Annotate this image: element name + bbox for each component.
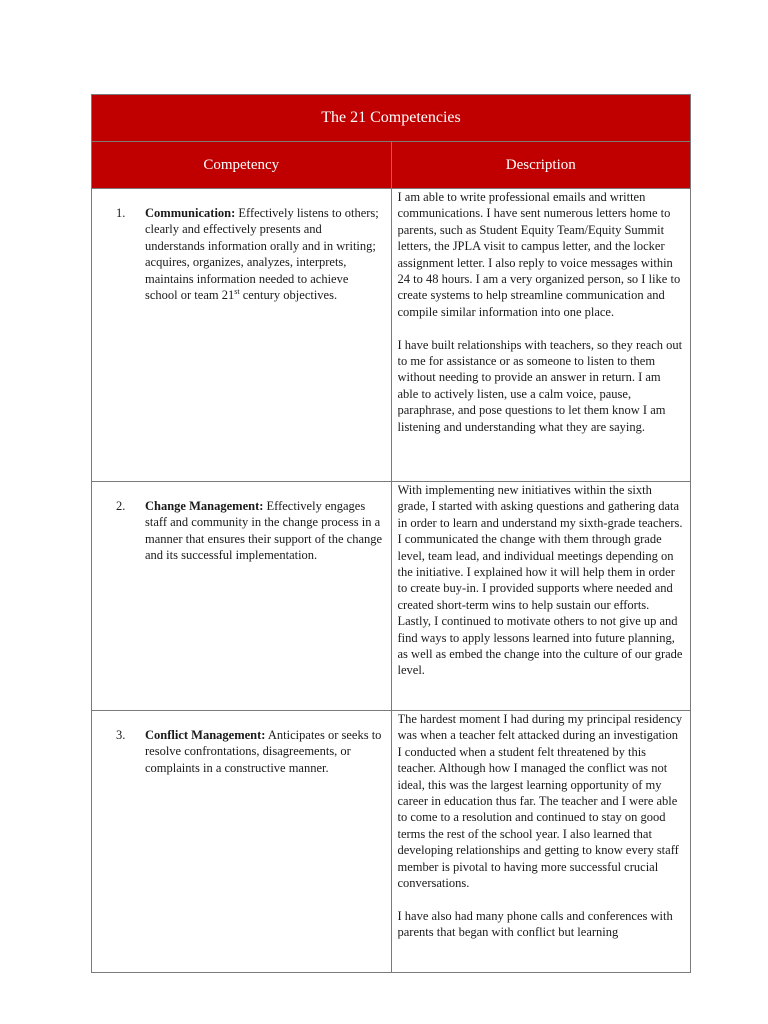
ordinal-suffix: st: [234, 286, 240, 296]
competency-definition: Anticipates or seeks to resolve confrontations, disagreements, or complaints in a constructive manner.: [145, 728, 382, 775]
competency-number: 1.: [116, 206, 126, 220]
description-cell: [391, 482, 691, 711]
competency-item: [116, 205, 383, 303]
competency-text: [145, 727, 383, 776]
competency-definition-part: century objectives.: [239, 288, 338, 303]
competency-item: [116, 727, 383, 776]
table-row: [92, 189, 691, 482]
competency-number: 2.: [116, 499, 126, 513]
competency-definition: Effectively engages staff and community in the change process in a manner that ensures their support of the change and its successful implementation.: [145, 499, 383, 563]
table-row: [92, 482, 691, 711]
header-row: [92, 142, 691, 189]
competencies-table: [91, 94, 691, 973]
title-row: [92, 95, 691, 142]
column-header-competency: Competency: [92, 142, 392, 189]
competency-cell: [92, 711, 392, 973]
description-cell: [391, 189, 691, 482]
description-paragraph: I have built relationships with teachers, so they reach out to me for assistance or as someone to listen to them without needing to provide an answer in return. I am able to actively listen, use a calm voice, pause, paraphrase, and pose questions to let them know I am listening and understanding what they are saying.: [397, 337, 683, 434]
competency-name: Change Management:: [145, 499, 264, 513]
description-paragraph: The hardest moment I had during my principal residency was when a teacher felt attacked during an investigation I conducted when a student felt threatened by this teacher. Although how I managed the conflict was not ideal, this was the largest learning opportunity of my career in education thus far. The teacher and I were able to come to a resolution and continued to stay on good terms the rest of the school year. I also learned that developing relationships and getting to know every staff member is pivotal to having more successful crucial conversations.: [397, 712, 683, 891]
competency-name: Conflict Management:: [145, 728, 266, 742]
description-paragraph: With implementing new initiatives within the sixth grade, I started with asking questions and gathering data in order to learn and understand my sixth-grade teachers. I communicated the change with them through grade level, team lead, and individual meetings depending on the initiative. I explained how it will help them in order to create buy-in. I provided supports where needed and created short-term wins to help sustain our efforts. Lastly, I continued to motivate others to not give up and find ways to apply lessons learned into future planning, as well as embed the change into the culture of our grade level.: [397, 483, 683, 678]
competency-item: [116, 498, 383, 564]
column-header-description: Description: [391, 142, 691, 189]
description-paragraph: I am able to write professional emails and written communications. I have sent numerous letters home to parents, such as Student Equity Team/Equity Summit letters, the JPLA visit to campus letter, and the locker assignment letter. I also reply to voice messages within 24 to 48 hours. I am a very organized person, so I like to create systems to help streamline communication and compile similar information into one place.: [397, 190, 681, 319]
table-title: The 21 Competencies: [92, 95, 691, 142]
competency-cell: [92, 189, 392, 482]
competency-text: [145, 498, 383, 564]
competency-definition-part: Effectively listens to others; clearly and effectively presents and understands information orally and in writing; acquires, organizes, analyzes, interprets, maintains information needed to achieve school or team 21: [145, 206, 379, 303]
table-row: [92, 711, 691, 973]
description-cell: [391, 711, 691, 973]
competency-name: Communication:: [145, 206, 236, 220]
competency-number: 3.: [116, 728, 126, 742]
competency-cell: [92, 482, 392, 711]
competency-text: [145, 205, 383, 303]
description-paragraph: I have also had many phone calls and conferences with parents that began with conflict but learning: [397, 908, 673, 940]
